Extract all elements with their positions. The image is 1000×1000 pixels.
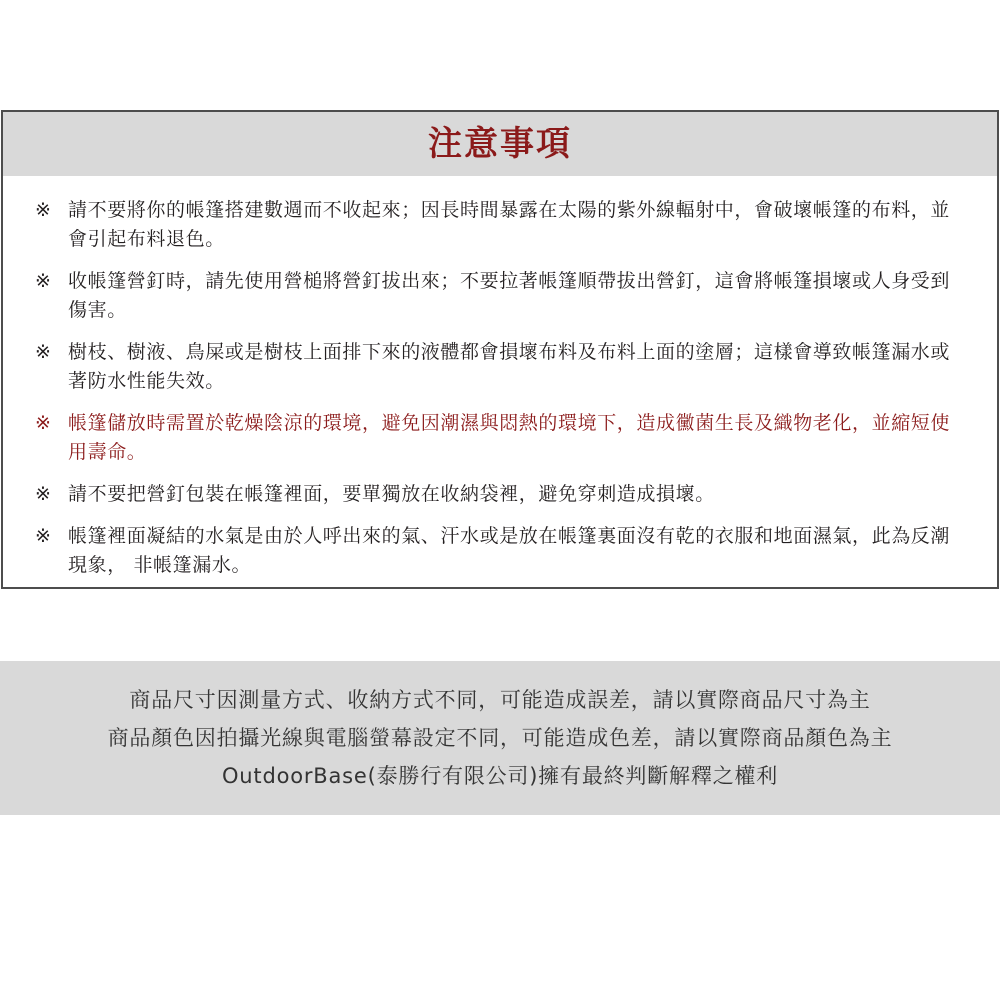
notice-item-text: 收帳篷營釘時，請先使用營槌將營釘拔出來；不要拉著帳篷順帶拔出營釘，這會將帳篷損壞或人身受到傷害。: [68, 270, 951, 321]
notice-item: [3, 338, 997, 396]
notice-item: [3, 196, 997, 254]
notice-item-text: 請不要將你的帳篷搭建數週而不收起來；因長時間暴露在太陽的紫外線輻射中，會破壞帳篷的布料，並會引起布料退色。: [68, 199, 951, 250]
disclaimer-size-line: 商品尺寸因測量方式、收納方式不同，可能造成誤差，請以實際商品尺寸為主: [129, 688, 871, 712]
notice-item: [3, 522, 997, 580]
disclaimer-rights-line: OutdoorBase(泰勝行有限公司)擁有最終判斷解釋之權利: [221, 764, 779, 788]
reference-mark-icon: ※: [35, 483, 52, 505]
notice-box: [1, 110, 999, 589]
reference-mark-icon: ※: [35, 341, 52, 363]
notice-item-text: 樹枝、樹液、鳥屎或是樹枝上面排下來的液體都會損壞布料及布料上面的塗層；這樣會導致帳篷漏水或著防水性能失效。: [68, 341, 951, 392]
notice-item: [3, 409, 997, 467]
notice-item-text: 帳篷儲放時需置於乾燥陰涼的環境，避免因潮濕與悶熱的環境下，造成黴菌生長及織物老化，並縮短使用壽命。: [68, 412, 951, 463]
notice-item: [3, 480, 997, 509]
reference-mark-icon: ※: [35, 525, 52, 547]
notice-item: [3, 267, 997, 325]
notice-list: [3, 176, 997, 580]
notice-item-text: 請不要把營釘包裝在帳篷裡面，要單獨放在收納袋裡，避免穿刺造成損壞。: [68, 483, 715, 505]
reference-mark-icon: ※: [35, 270, 52, 292]
notice-header: [3, 112, 997, 176]
reference-mark-icon: ※: [35, 412, 52, 434]
disclaimer-box: [0, 661, 1000, 815]
disclaimer-color-line: 商品顏色因拍攝光線與電腦螢幕設定不同，可能造成色差，請以實際商品顏色為主: [107, 726, 893, 750]
notice-item-text: 帳篷裡面凝結的水氣是由於人呼出來的氣、汗水或是放在帳篷裏面沒有乾的衣服和地面濕氣，此為反潮現象， 非帳篷漏水。: [68, 525, 951, 576]
reference-mark-icon: ※: [35, 199, 52, 221]
notice-title: 注意事項: [428, 124, 572, 164]
